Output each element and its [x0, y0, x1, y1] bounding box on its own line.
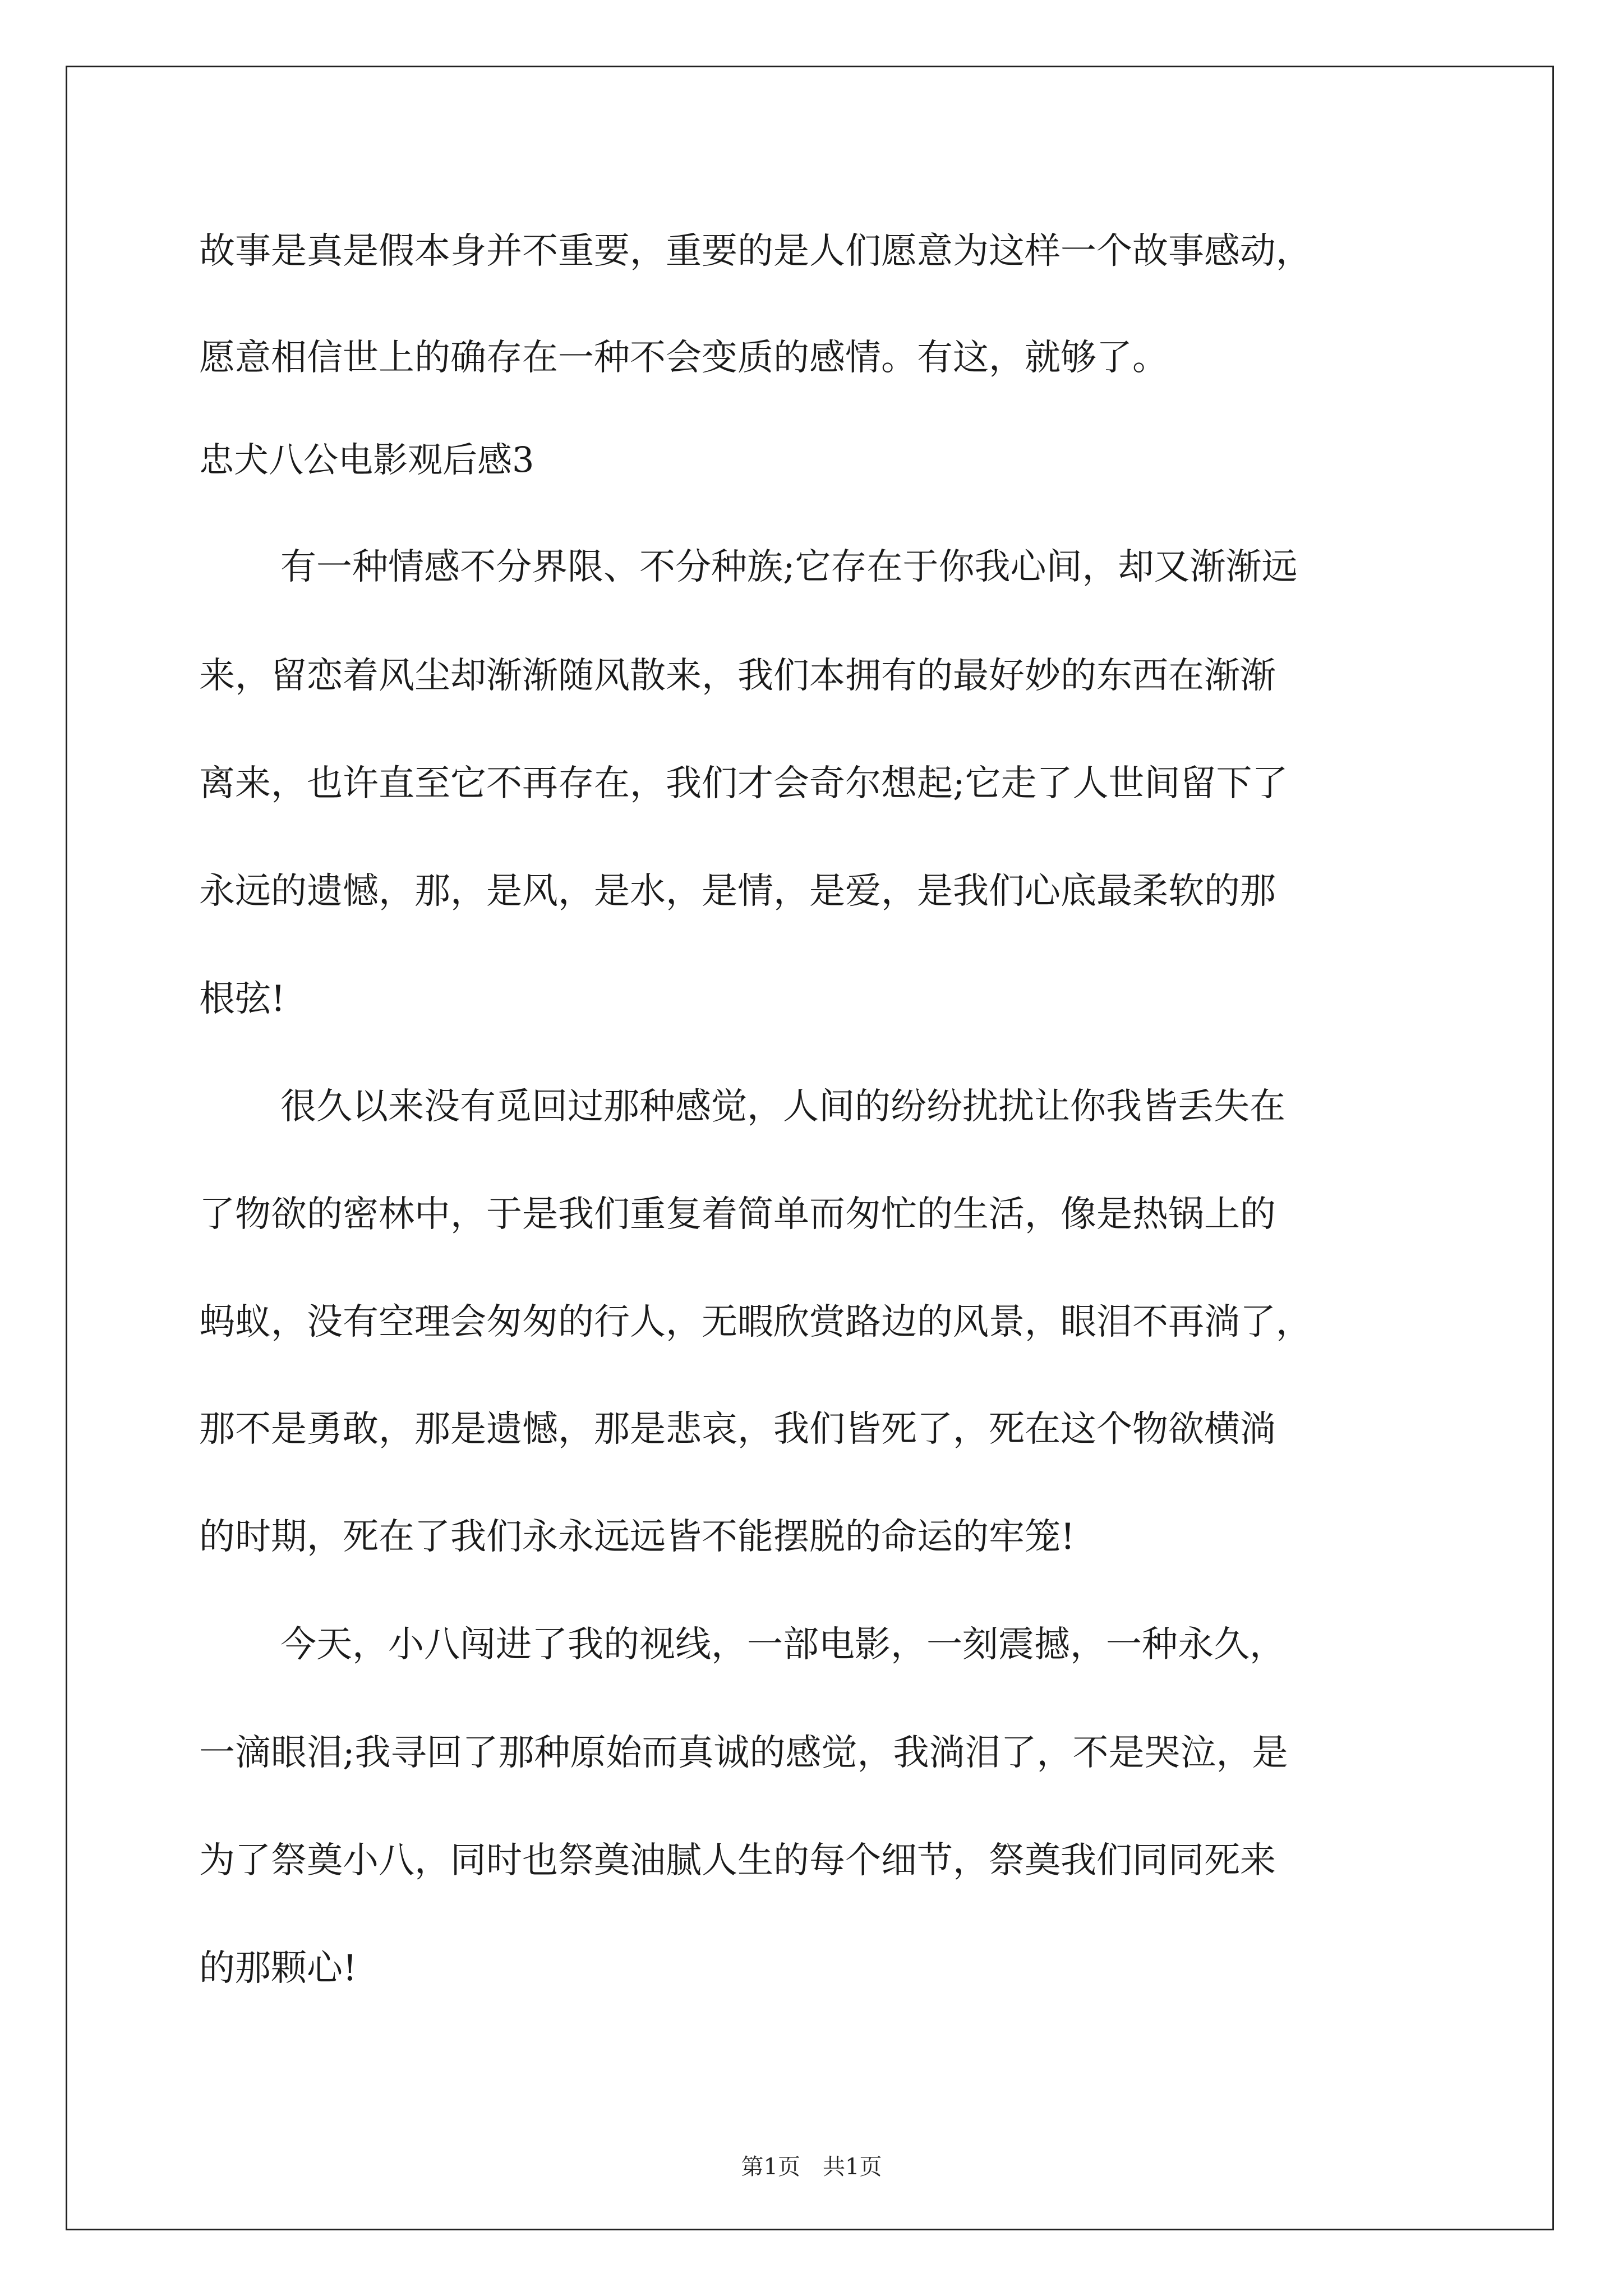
paragraph-line: 根弦!: [199, 978, 285, 1020]
paragraph-line: 永远的遗憾，那，是风，是水，是情，是爱，是我们心底最柔软的那: [199, 871, 1276, 912]
page-footer: 第1页 共1页: [741, 2154, 882, 2180]
page-border: [66, 66, 1554, 2230]
paragraph-line: 离来，也许直至它不再存在，我们才会奇尔想起;它走了人世间留下了: [199, 763, 1288, 804]
paragraph-line: 来，留恋着风尘却渐渐随风散来，我们本拥有的最好妙的东西在渐渐: [199, 655, 1276, 697]
paragraph-line: 今天，小八闯进了我的视线，一部电影，一刻震撼，一种永久，: [280, 1624, 1285, 1665]
paragraph-line: 的时期，死在了我们永永远远皆不能摆脱的命运的牢笼!: [199, 1516, 1075, 1558]
paragraph-line: 那不是勇敢，那是遗憾，那是悲哀，我们皆死了，死在这个物欲横淌: [199, 1409, 1276, 1450]
paragraph-line: 蚂蚁，没有空理会匆匆的行人，无暇欣赏路边的风景，眼泪不再淌了，: [199, 1301, 1312, 1343]
paragraph-line: 很久以来没有觅回过那种感觉，人间的纷纷扰扰让你我皆丢失在: [280, 1086, 1285, 1128]
paragraph-line: 有一种情感不分界限、不分种族;它存在于你我心间，却又渐渐远: [280, 546, 1298, 588]
paragraph-line: 愿意相信世上的确存在一种不会变质的感情。有这，就够了。: [199, 337, 1168, 379]
paragraph-line: 一滴眼泪;我寻回了那种原始而真诚的感觉，我淌泪了，不是哭泣，是: [199, 1732, 1288, 1774]
paragraph-line: 为了祭奠小八，同时也祭奠油腻人生的每个细节，祭奠我们同同死来: [199, 1840, 1276, 1881]
paragraph-line: 的那颗心!: [199, 1948, 357, 1989]
paragraph-line: 了物欲的密林中，于是我们重复着简单而匆忙的生活，像是热锅上的: [199, 1194, 1276, 1235]
section-title: 忠犬八公电影观后感3: [199, 439, 534, 480]
paragraph-line: 故事是真是假本身并不重要，重要的是人们愿意为这样一个故事感动，: [199, 231, 1312, 272]
